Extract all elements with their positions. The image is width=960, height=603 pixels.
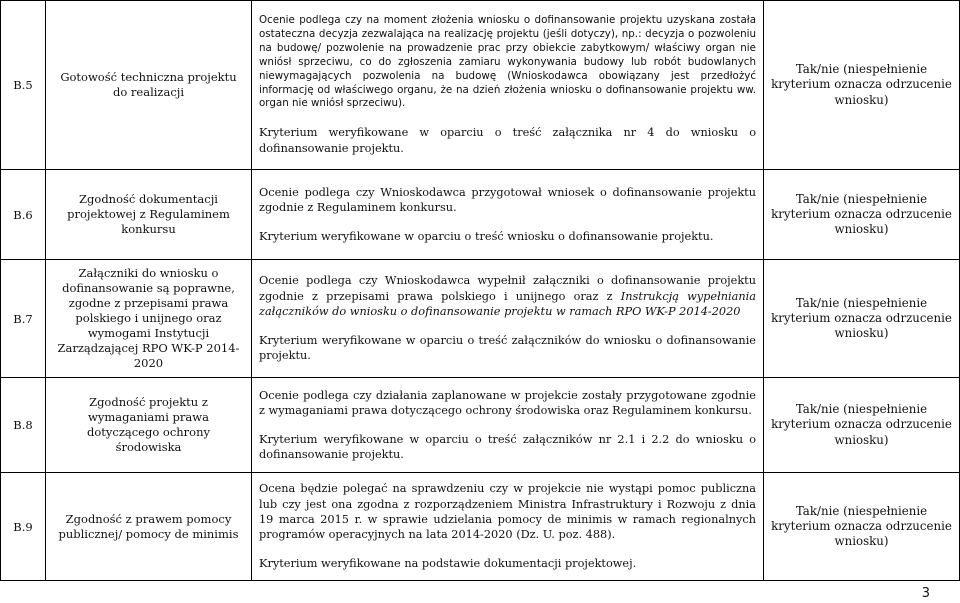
table-row: [1, 473, 960, 581]
criterion-name: Załączniki do wniosku o dofinansowanie są poprawne, zgodne z przepisami prawa polskiego i unijnego oraz wymogami Instytucji Zarządzającej RPO WK-P 2014-2020: [46, 260, 252, 378]
verification-note: Kryterium weryfikowane w oparciu o treść wniosku o dofinansowanie projektu.: [259, 230, 714, 244]
verification-note: Kryterium weryfikowane w oparciu o treść załączników nr 2.1 i 2.2 do wniosku o dofinansowanie projektu.: [259, 433, 756, 462]
criterion-result: Tak/nie (niespełnienie kryterium oznacza odrzucenie wniosku): [764, 170, 960, 260]
criterion-code: B.5: [1, 1, 46, 170]
criterion-name: Zgodność dokumentacji projektowej z Regulaminem konkursu: [46, 170, 252, 260]
criterion-description: [252, 260, 764, 378]
criterion-code: B.9: [1, 473, 46, 581]
criterion-result: Tak/nie (niespełnienie kryterium oznacza odrzucenie wniosku): [764, 1, 960, 170]
description-paragraph: Ocenie podlega czy na moment złożenia wniosku o dofinansowanie projektu uzyskana została ostateczna decyzja zezwalająca na realizację projektu (jeśli dotyczy), np.: decyzja o pozwoleniu na budowę/ pozwolenie na prowadzenie prac przy obiekcie zabytkowym/ właściwy organ nie wniósł sprzeciwu, co do zgłoszenia zamiaru wykonywania budowy lub robót budowlanych niewymagających pozwolenia na budowę (Wnioskodawca obowiązany jest przedłożyć informację od właściwego organu, że na dzień złożenia wniosku o dofinansowanie projektu ww. organ nie wniósł sprzeciwu).: [259, 14, 756, 110]
criterion-result: Tak/nie (niespełnienie kryterium oznacza odrzucenie wniosku): [764, 473, 960, 581]
criterion-description: [252, 473, 764, 581]
instruction-reference: Instrukcją wypełniania załączników do wniosku o dofinansowanie projektu w ramach RPO WK-P 2014-2020: [259, 289, 756, 318]
criterion-result: Tak/nie (niespełnienie kryterium oznacza odrzucenie wniosku): [764, 260, 960, 378]
description-text: Ocenie podlega czy Wnioskodawca wypełnił załączniki o dofinansowanie projektu zgodnie z przepisami prawa polskiego i unijnego oraz z: [259, 274, 756, 303]
criterion-description: [252, 378, 764, 473]
page-number: 3: [921, 586, 930, 601]
table-row: [1, 378, 960, 473]
description-paragraph: Ocenie podlega czy działania zaplanowane w projekcie zostały przygotowane zgodnie z wymaganiami prawa dotyczącego ochrony środowiska oraz Regulaminem konkursu.: [259, 388, 756, 417]
table-row: [1, 1, 960, 170]
verification-note: Kryterium weryfikowane w oparciu o treść załącznika nr 4 do wniosku o dofinansowanie projektu.: [259, 126, 756, 155]
criterion-code: B.8: [1, 378, 46, 473]
criterion-name: Zgodność z prawem pomocy publicznej/ pomocy de minimis: [46, 473, 252, 581]
criterion-description: [252, 1, 764, 170]
table-row: [1, 260, 960, 378]
verification-note: Kryterium weryfikowane w oparciu o treść załączników do wniosku o dofinansowanie projektu.: [259, 334, 756, 363]
description-paragraph: Ocena będzie polegać na sprawdzeniu czy w projekcie nie wystąpi pomoc publiczna lub czy jest ona zgodna z rozporządzeniem Ministra Infrastruktury i Rozwoju z dnia 19 marca 2015 r. w sprawie udzielania pomocy de minimis w ramach regionalnych programów operacyjnych na lata 2014-2020 (Dz. U. poz. 488).: [259, 482, 756, 542]
criterion-description: [252, 170, 764, 260]
description-paragraph: [259, 273, 756, 319]
description-paragraph: Ocenie podlega czy Wnioskodawca przygotował wniosek o dofinansowanie projektu zgodnie z Regulaminem konkursu.: [259, 185, 756, 214]
criterion-result: Tak/nie (niespełnienie kryterium oznacza odrzucenie wniosku): [764, 378, 960, 473]
criterion-name: Gotowość techniczna projektu do realizacji: [46, 1, 252, 170]
verification-note: Kryterium weryfikowane na podstawie dokumentacji projektowej.: [259, 557, 637, 571]
table-row: [1, 170, 960, 260]
criterion-name: Zgodność projektu z wymaganiami prawa dotyczącego ochrony środowiska: [46, 378, 252, 473]
criterion-code: B.6: [1, 170, 46, 260]
criterion-code: B.7: [1, 260, 46, 378]
